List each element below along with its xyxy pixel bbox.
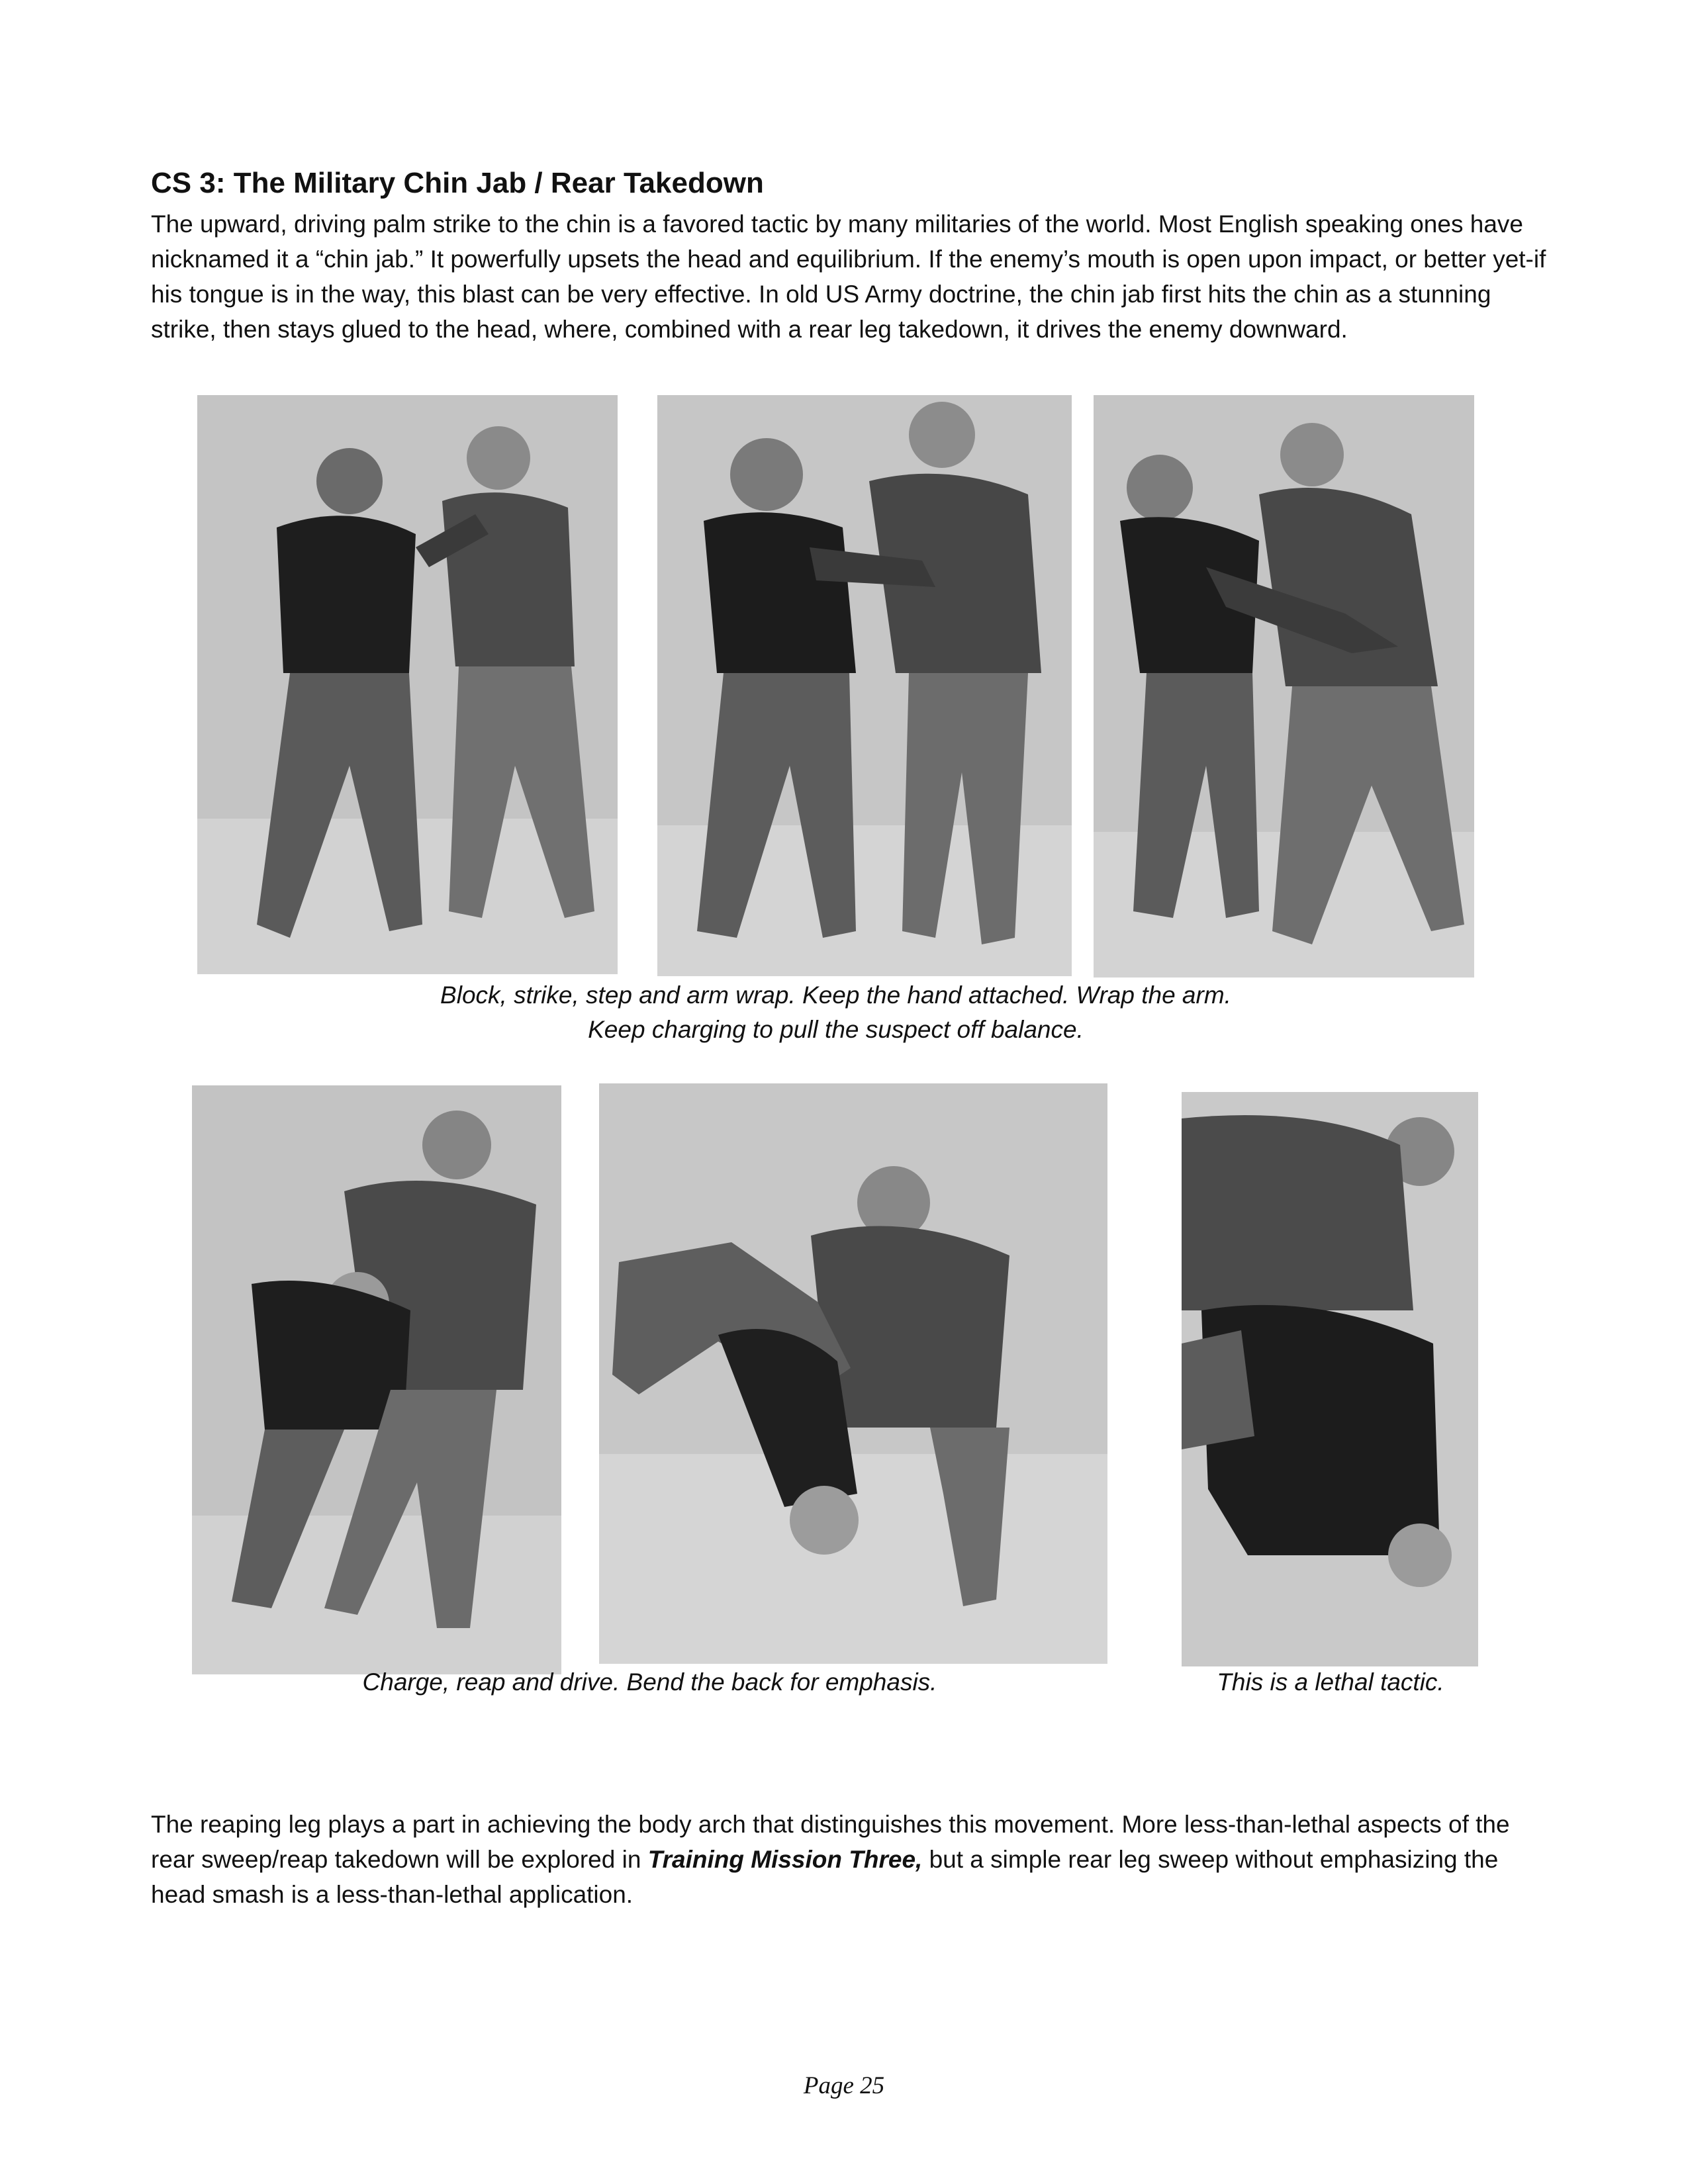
photo-block-strike — [197, 395, 618, 974]
closing-paragraph — [151, 1807, 1554, 1912]
top-caption-line-1: Block, strike, step and arm wrap. Keep the hand attached. Wrap the arm. — [440, 981, 1231, 1009]
intro-paragraph: The upward, driving palm strike to the chin is a favored tactic by many militaries of the world. Most English speaking ones have nicknamed it a “chin jab.” It powerfully upsets the head and equilibrium. If the enemy’s mouth is open upon impact, or better yet-if his tongue is in the way, this blast can be very effective. In old US Army doctrine, the chin jab first hits the chin as a stunning strike, then stays glued to the head, where, combined with a rear leg takedown, it drives the enemy downward. — [151, 210, 1546, 343]
closing-text-after: but a simple rear leg sweep without emphasizing the head smash is a less-than-lethal application. — [151, 1846, 1499, 1908]
photo-arm-wrap — [657, 395, 1072, 976]
top-caption-line-2: Keep charging to pull the suspect off balance. — [588, 1016, 1084, 1043]
training-mission-reference: Training Mission Three, — [647, 1846, 923, 1873]
section-heading: CS 3: The Military Chin Jab / Rear Takedown — [151, 167, 764, 199]
photo-head-drive — [599, 1083, 1107, 1664]
bottom-caption-right: This is a lethal tactic. — [1217, 1668, 1444, 1696]
photo-charge-reap — [192, 1085, 561, 1674]
closing-text-before: The reaping leg plays a part in achieving the body arch that distinguishes this movement. More less-than-lethal aspects of the rear sweep/reap takedown will be explored in — [151, 1811, 1510, 1873]
photo-charge-off-balance — [1094, 395, 1474, 978]
page-number: Page 25 — [803, 2072, 885, 2099]
photo-lethal-tactic — [1182, 1092, 1478, 1666]
bottom-caption-left: Charge, reap and drive. Bend the back for emphasis. — [362, 1668, 937, 1696]
